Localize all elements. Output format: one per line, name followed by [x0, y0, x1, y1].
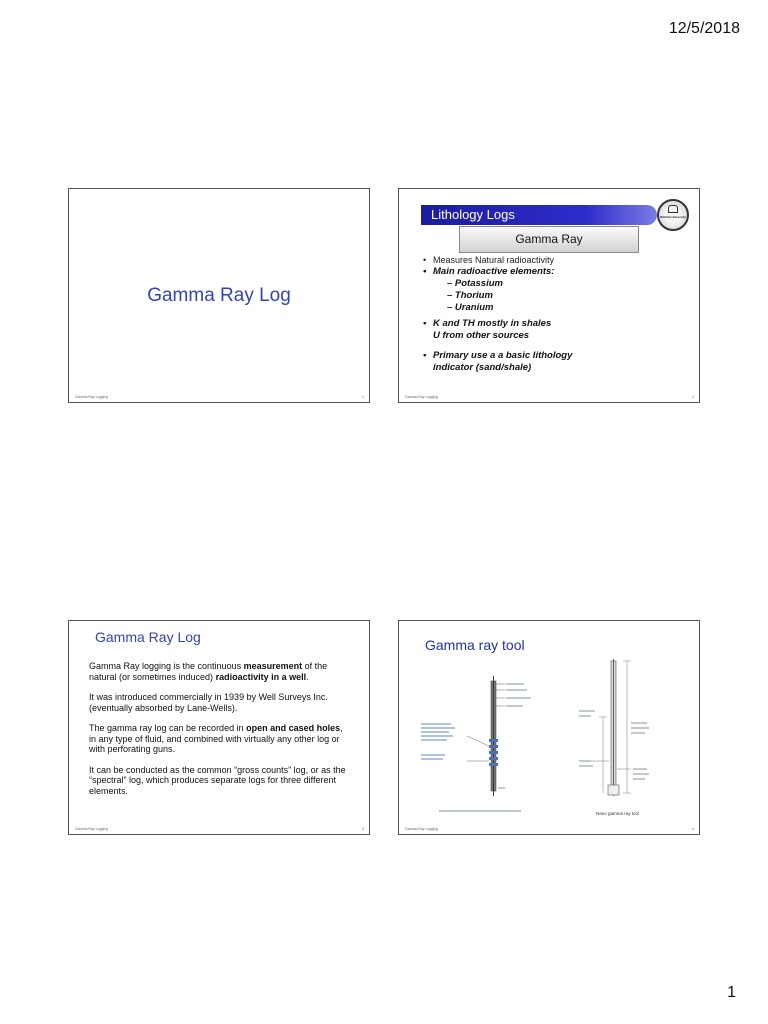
nano-tool-figure [579, 659, 649, 796]
slide-3 [68, 620, 370, 835]
slide-number: 1 [362, 395, 364, 399]
slide-2 [398, 188, 700, 403]
slide-number: 3 [362, 827, 364, 831]
university-logo-icon [657, 199, 689, 231]
logo-building-icon [668, 205, 678, 213]
paragraph: The gamma ray log can be recorded in open and cased holes, in any type of fluid, and combined with virtually any other log or with perforating guns. [89, 723, 343, 754]
banner-title: Lithology Logs [431, 207, 515, 222]
logo-text: Wichita University [660, 215, 686, 219]
bullet-item-continued: U from other sources [433, 330, 530, 341]
slide-body [89, 661, 351, 806]
slide-4 [398, 620, 700, 835]
tool-string-figure [421, 676, 531, 811]
gamma-tool-diagram [399, 621, 701, 836]
slide-number: 2 [692, 395, 694, 399]
slide-footer: Gamma Ray Logging [405, 395, 439, 399]
sub-bullet-item: – Potassium [447, 278, 503, 289]
paragraph: It can be conducted as the common “gross counts” log, or as the “spectral” log, which produces separate logs for three different elements. [89, 764, 346, 796]
bullet-item: • Main radioactive elements: [423, 266, 555, 277]
bullet-item: • K and TH mostly in shales [423, 318, 552, 329]
bullet-list [423, 255, 693, 374]
slide-1 [68, 188, 370, 403]
sub-bullet-item: – Uranium [447, 302, 494, 313]
slide-footer: Gamma Ray Logging [75, 395, 109, 399]
paragraph: Gamma Ray logging is the continuous measurement of the natural (or sometimes induced) radioactivity in a well. [89, 661, 328, 682]
sub-bullet-item: – Thorium [447, 290, 493, 301]
slide-title: Gamma ray tool [425, 637, 525, 653]
slide-title: Gamma Ray Log [95, 629, 201, 645]
bullet-item: • Measures Natural radioactivity [423, 255, 555, 265]
topic-box: Gamma Ray [459, 226, 639, 253]
page-date: 12/5/2018 [668, 20, 740, 37]
paragraph: It was introduced commercially in 1939 by Well Surveys Inc. (eventually absorbed by Lane-Wells). [89, 692, 328, 713]
slide-banner [421, 205, 657, 225]
page-number: 1 [727, 984, 736, 1001]
slide-number: 4 [692, 827, 694, 831]
bullet-item-continued: indicator (sand/shale) [433, 362, 532, 373]
bullet-item: • Primary use a a basic lithology [423, 350, 573, 361]
figure-caption: Nano gamma ray tool [596, 811, 640, 816]
slide-footer: Gamma Ray Logging [75, 827, 109, 831]
slide-footer: Gamma Ray Logging [405, 827, 439, 831]
slide-title: Gamma Ray Log [147, 285, 291, 306]
